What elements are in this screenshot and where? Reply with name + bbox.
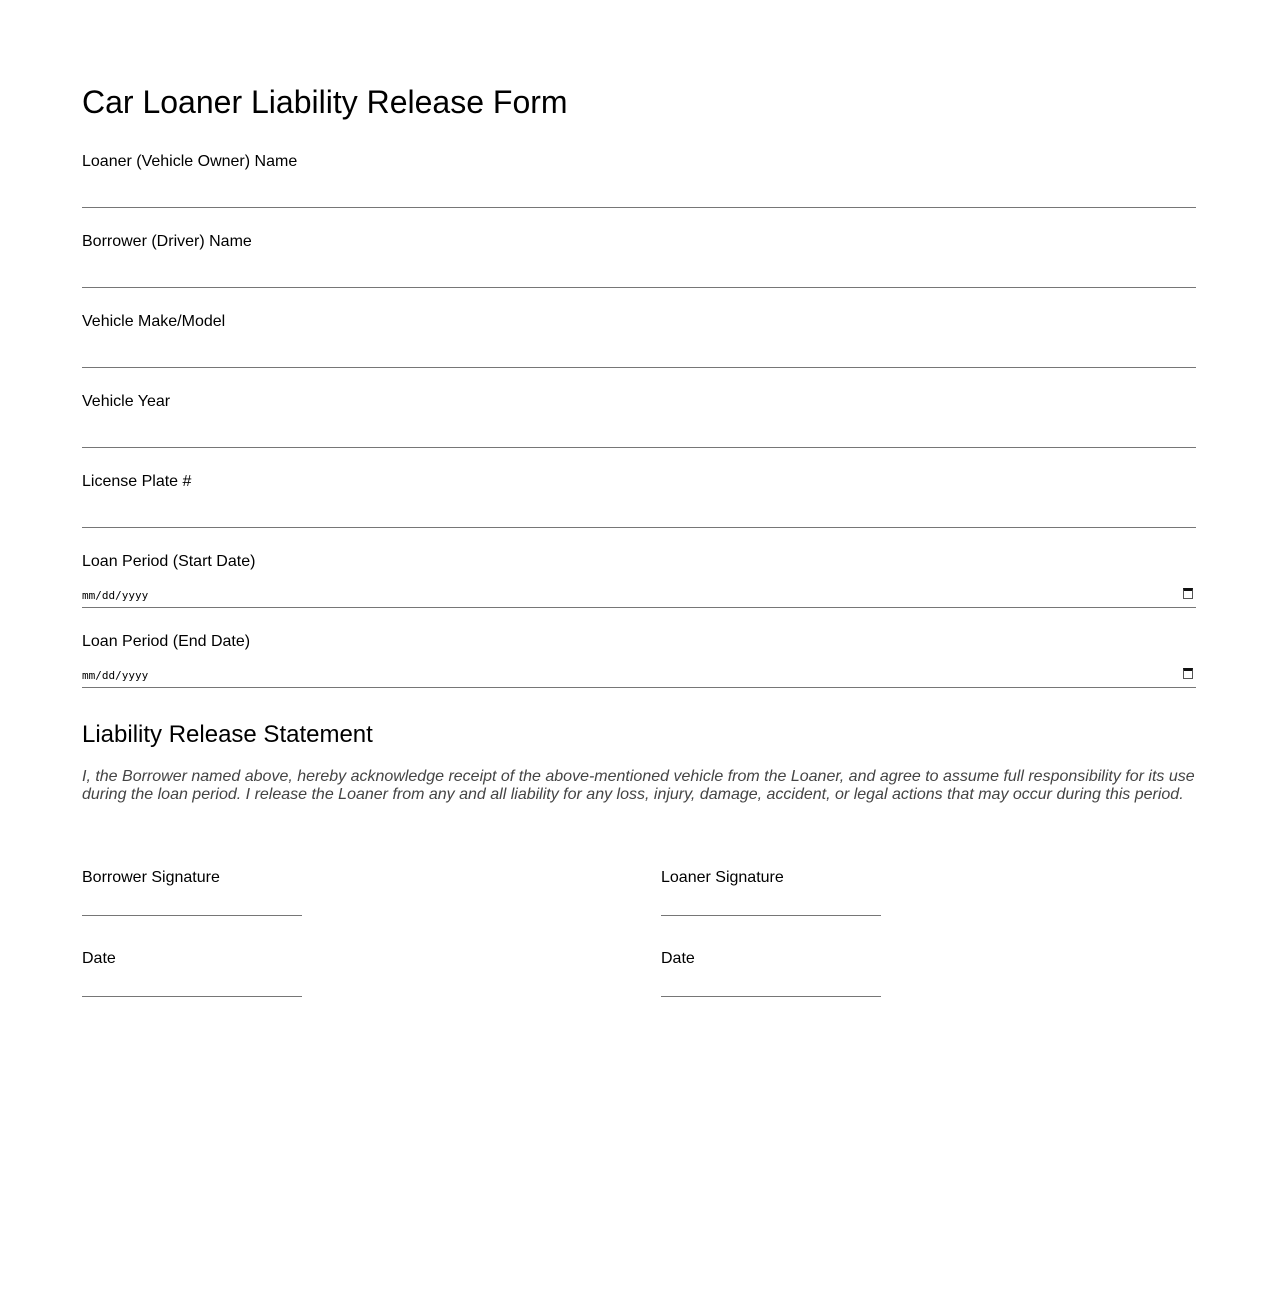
start-date-input[interactable] <box>82 571 1196 608</box>
borrower-signature-label: Borrower Signature <box>82 869 220 886</box>
loaner-date-label: Date <box>661 950 695 967</box>
calendar-icon[interactable] <box>1183 668 1193 679</box>
vehicle-make-model-input[interactable] <box>82 331 1196 368</box>
vehicle-year-input[interactable] <box>82 411 1196 448</box>
borrower-name-input[interactable] <box>82 251 1196 288</box>
vehicle-make-model-field <box>82 313 1196 393</box>
field-label: Borrower (Driver) Name <box>82 233 252 250</box>
statement-heading: Liability Release Statement <box>82 721 373 748</box>
field-label: Loan Period (Start Date) <box>82 553 256 570</box>
date-placeholder: mm/dd/yyyy <box>82 669 149 682</box>
field-label: Vehicle Year <box>82 393 171 410</box>
field-label: Loan Period (End Date) <box>82 633 251 650</box>
borrower-date-line[interactable] <box>82 996 302 997</box>
end-date-field <box>82 633 1196 713</box>
loaner-date-block <box>661 950 881 997</box>
loaner-signature-block <box>661 869 881 916</box>
borrower-signature-line[interactable] <box>82 915 302 916</box>
field-label: License Plate # <box>82 473 192 490</box>
borrower-date-block <box>82 950 302 997</box>
license-plate-input[interactable] <box>82 491 1196 528</box>
loaner-name-input[interactable] <box>82 171 1196 208</box>
start-date-field <box>82 553 1196 633</box>
field-label: Vehicle Make/Model <box>82 313 226 330</box>
loaner-signature-line[interactable] <box>661 915 881 916</box>
end-date-input[interactable] <box>82 651 1196 688</box>
borrower-name-field <box>82 233 1196 313</box>
license-plate-field <box>82 473 1196 553</box>
date-placeholder: mm/dd/yyyy <box>82 589 149 602</box>
borrower-date-label: Date <box>82 950 116 967</box>
borrower-signature-block <box>82 869 302 916</box>
loaner-name-field <box>82 153 1196 233</box>
loaner-date-line[interactable] <box>661 996 881 997</box>
field-label: Loaner (Vehicle Owner) Name <box>82 153 298 170</box>
vehicle-year-field <box>82 393 1196 473</box>
calendar-icon[interactable] <box>1183 588 1193 599</box>
statement-text: I, the Borrower named above, hereby acknowledge receipt of the above-mentioned vehicle from the Loaner, and agree to assume full responsibility for its use during the loan period. I release the Loaner from any and all liability for any loss, injury, damage, accident, or legal actions that may occur during this period. <box>82 768 1195 803</box>
loaner-signature-label: Loaner Signature <box>661 869 784 886</box>
form-fields <box>82 153 1196 713</box>
page-title: Car Loaner Liability Release Form <box>82 84 568 120</box>
